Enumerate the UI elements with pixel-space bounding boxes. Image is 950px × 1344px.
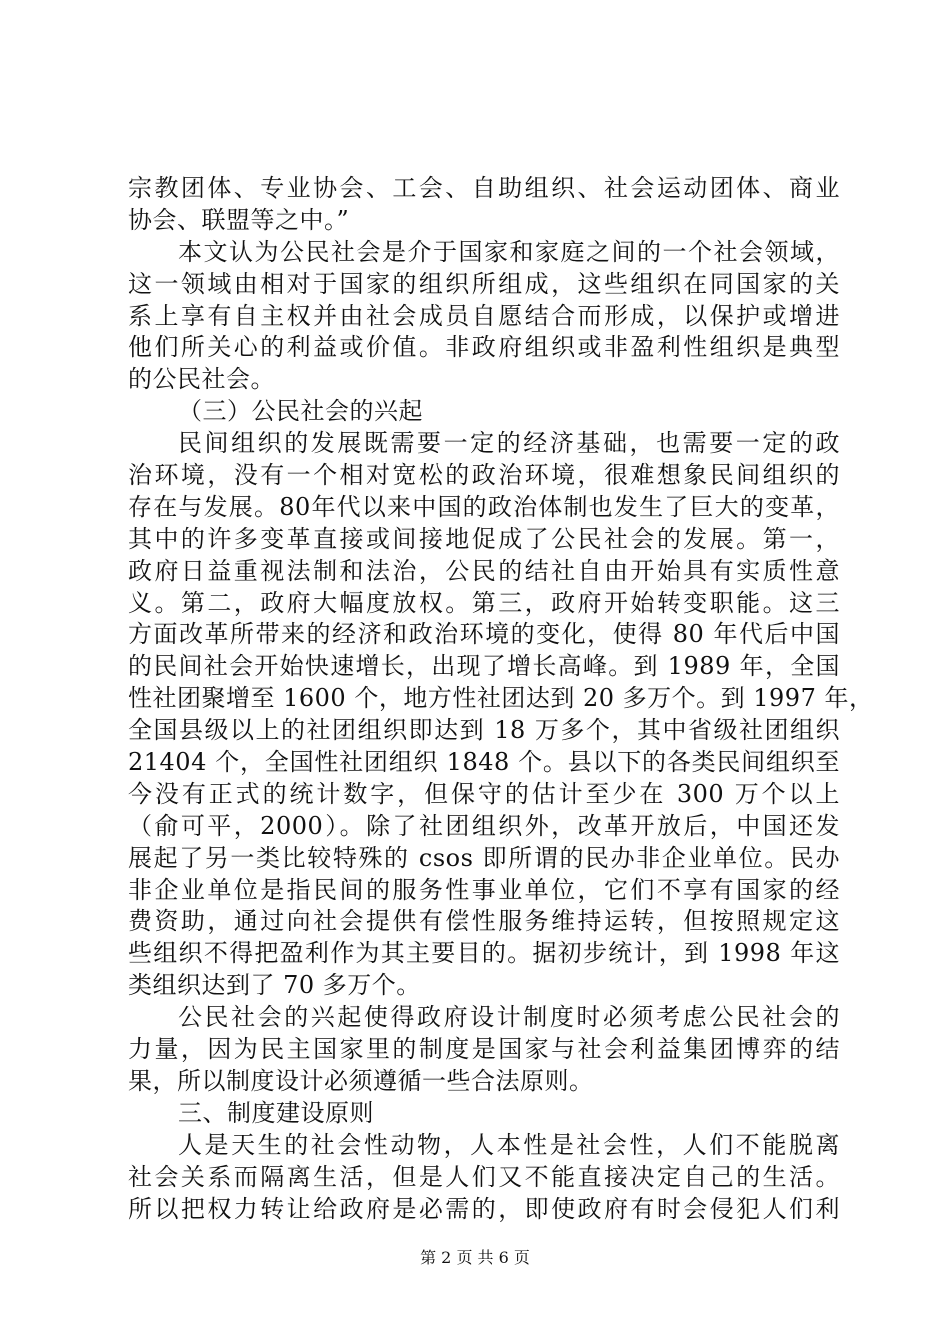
text-line: 政府日益重视法制和法治，公民的结社自由开始具有实质性意 [128,556,840,585]
text-line: 义。第二，政府大幅度放权。第三，政府开始转变职能。这三 [128,588,840,617]
text-line: 21404 个，全国性社团组织 1848 个。县以下的各类民间组织至 [128,748,840,777]
text-line: 性社团聚增至 1600 个，地方性社团达到 20 多万个。到 1997 年， [128,684,874,713]
text-line: 果，所以制度设计必须遵循一些合法原则。 [128,1066,594,1095]
text-line: 人是天生的社会性动物，人本性是社会性，人们不能脱离 [178,1130,840,1159]
text-line: 的公民社会。 [128,365,275,394]
section-heading: （三）公民社会的兴起 [178,397,423,426]
document-body [128,173,874,1225]
text-line: 其中的许多变革直接或间接地促成了公民社会的发展。第一， [128,524,840,553]
text-line: 的民间社会开始快速增长，出现了增长高峰。到 1989 年，全国 [128,652,840,681]
text-line: 宗教团体、专业协会、工会、自助组织、社会运动团体、商业 [128,174,840,202]
page-number-footer: 第 2 页 共 6 页 [420,1248,530,1267]
text-line: 治环境，没有一个相对宽松的政治环境，很难想象民间组织的 [128,461,840,490]
text-line: 些组织不得把盈利作为其主要目的。据初步统计，到 1998 年这 [128,939,840,968]
text-line: 今没有正式的统计数字，但保守的估计至少在 300 万个以上 [128,779,840,808]
text-line: 存在与发展。80年代以来中国的政治体制也发生了巨大的变革， [128,492,840,521]
text-line: 公民社会的兴起使得政府设计制度时必须考虑公民社会的 [178,1003,840,1032]
text-line: 系上享有自主权并由社会成员自愿结合而形成，以保护或增进 [128,301,840,330]
text-line: 类组织达到了 70 多万个。 [128,971,421,1000]
text-line: 协会、联盟等之中。” [128,205,350,234]
text-line: 费资助，通过向社会提供有偿性服务维持运转，但按照规定这 [128,907,840,936]
text-line: 这一领域由相对于国家的组织所组成，这些组织在同国家的关 [128,269,840,298]
text-line: 全国县级以上的社团组织即达到 18 万多个，其中省级社团组织 [128,716,840,745]
text-line: 非企业单位是指民间的服务性事业单位，它们不享有国家的经 [128,875,840,904]
text-line: 所以把权力转让给政府是必需的，即使政府有时会侵犯人们利 [128,1194,840,1223]
text-line: （俞可平，2000）。除了社团组织外，改革开放后，中国还发 [128,811,840,840]
text-line: 方面改革所带来的经济和政治环境的变化，使得 80 年代后中国 [128,620,840,649]
text-line: 力量，因为民主国家里的制度是国家与社会利益集团博弈的结 [128,1035,840,1064]
text-line: 本文认为公民社会是介于国家和家庭之间的一个社会领域， [178,237,840,266]
text-line: 社会关系而隔离生活，但是人们又不能直接决定自己的生活。 [128,1162,840,1191]
text-line: 展起了另一类比较特殊的 csos 即所谓的民办非企业单位。民办 [128,843,840,872]
section-heading: 三、制度建设原则 [178,1098,374,1127]
text-line: 他们所关心的利益或价值。非政府组织或非盈利性组织是典型 [128,333,840,362]
text-line: 民间组织的发展既需要一定的经济基础，也需要一定的政 [178,429,840,458]
